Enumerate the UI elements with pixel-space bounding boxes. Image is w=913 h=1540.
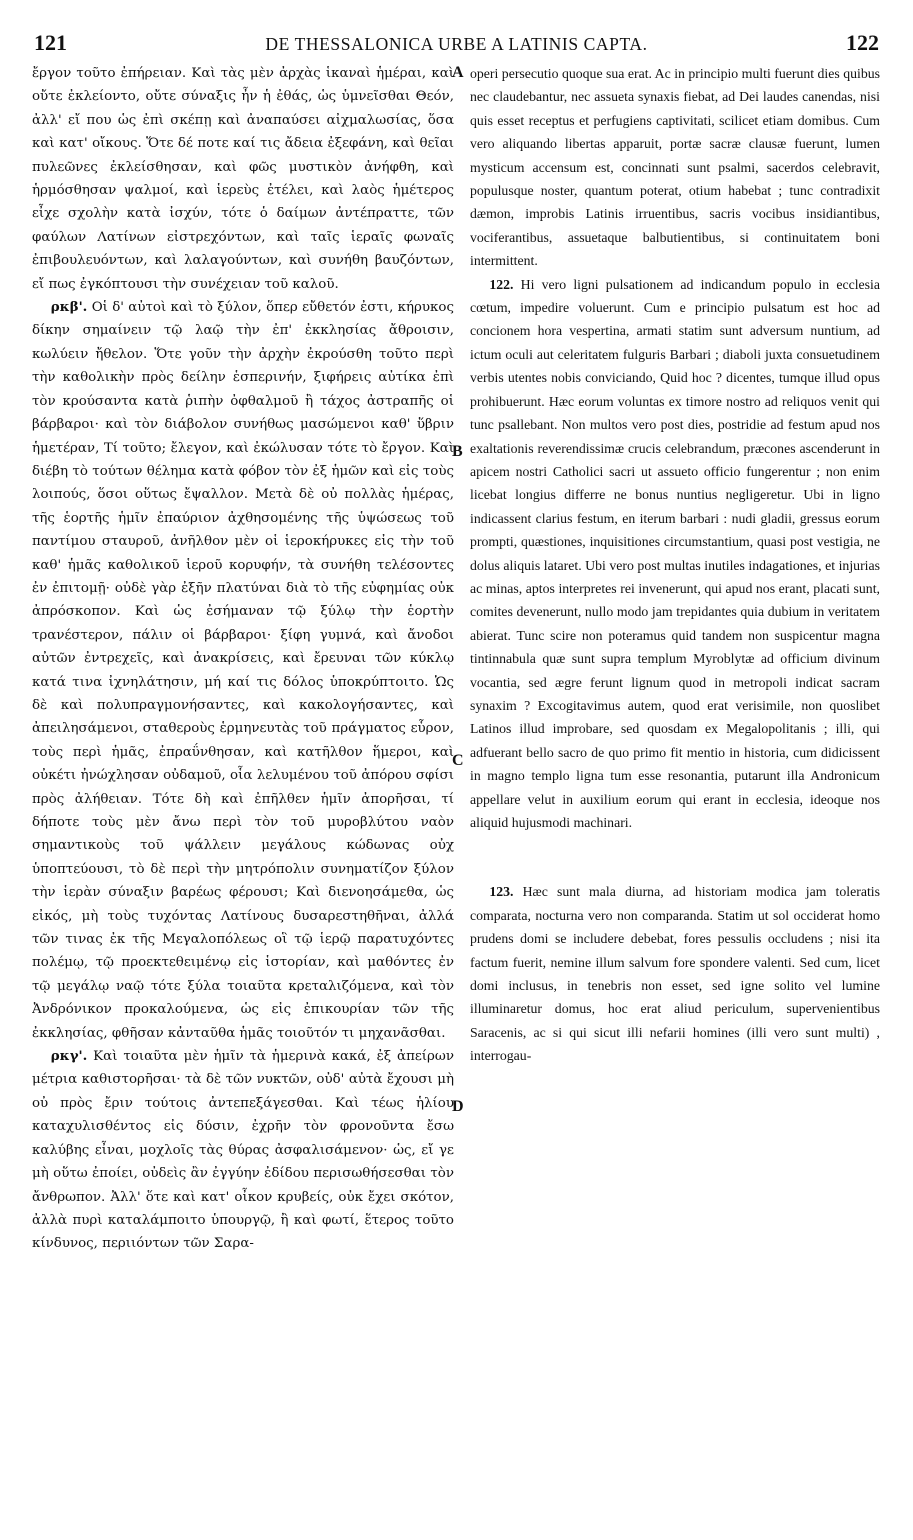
- margin-letter-b: B: [452, 443, 463, 460]
- page-number-left: 121: [34, 30, 67, 55]
- running-title: DE THESSALONICA URBE A LATINIS CAPTA.: [265, 34, 648, 54]
- margin-letter-a: A: [452, 64, 464, 81]
- greek-section-122-text: Οἱ δ' αὐτοὶ καὶ τὸ ξύλον, ὅπερ εὔθετόν ἐστι, κήρυκος δίκην σημαίνειν τῷ λαῷ τὴν ἐπ' ἐκκλησίας ἄθροισιν, κωλύειν ἤθελον. Ὅτε γοῦν τὴν ἀρχὴν ἐκρούσθη τοῦτο περὶ τὴν καθολικὴν πρὸς δείλην ἑσπερινήν, ξιφήρεις αὐτίκα ἐπὶ τὸν κρούσαντα κατὰ ῥιπὴν ὀφθαλμοῦ ἢ τάχος ἀστραπῆς οἱ βάρβαροι· καὶ τὸν διάβολον συνήθως μασώμενοι καθ' ὕβριν ἡμετέραν, Τί τοῦτο; ἔλεγον, καὶ ἐκώλυσαν τότε τὸ ἔργον. Καὶ διέβη τὸ τούτων θέλημα κατὰ φόβον τὸν ἐξ ἡμῶν καὶ εἰς τοὺς λοιπούς, ὅσοι οὕτως ἔψαλλον. Μετὰ δὲ οὐ πολλὰς ἡμέρας, τῆς ἑορτῆς ἡμῖν ἐπαύριον ἀχθησομένης τῆς ὑψώσεως τοῦ παντίμου σταυροῦ, ἀνῆλθον μὲν οἱ ἱεροκήρυκες εἰς τὴν τοῦ καθ' ἡμᾶς καθολικοῦ ἱεροῦ κορυφήν, τὰ συνήθη τελέσοντες ἐν ἐπιτομῇ· οὐδὲ γὰρ ἐξῆν πλατύναι διὰ τὸ τῆς εὐφημίας οὐκ ἀπρόσκοπον. Καὶ ὡς ἐσήμαναν τῷ ξύλῳ τὴν ἑορτὴν τρανέστερον, πάλιν οἱ βάρβαροι· ξίφη γυμνά, καὶ ἄνοδοι αὐτῶν ἐντρεχεῖς, καὶ ἀνακρίσεις, καὶ ἔρευναι τῶν κύκλῳ κατά τινα ἰχνηλάτησιν, μή καί τις δόλος ὑποκρύπτοιτο. Ὡς δὲ καὶ πολυπραγμονήσαντες, καὶ κακολογήσαντες, καὶ ἀπειλησάμενοι, σταθεροὺς ἑρμηνευτὰς τοῦ πράγματος εὗρον, τοὺς περὶ ἡμᾶς, ἐπραΰνθησαν, καὶ κατῆλθον ἥμεροι, καὶ οὐκέτι ἠνώχλησαν οὐδαμοῦ, οἷα λελυμένου τοῦ ἀπόρου σφίσι πρὸς ἀλήθειαν. Τότε δὴ καὶ ἐπῆλθεν ἡμῖν ἀπορῆσαι, τί δήποτε τοὺς μὲν ἄνω περὶ τὸν τοῦ μυροβλύτου ναὸν σημαντικοὺς τοῦ ψάλλειν μεγάλους κώδωνας οὐχ ὑποπτεύουσι, τὸ δὲ περὶ τὴν μητρόπολιν συνηματίζον ξύλον τὴν ἱερὰν σύναξιν βαρέως φέρουσι; Καὶ διενοησάμεθα, ὡς εἰκός, μὴ τοὺς τυχόντας Λατίνους δυσαρεστηθῆναι, ἀλλά τῶν τινας ἐκ τῆς Μεγαλοπόλεως οἳ τῷ ἱερῷ παρατυχόντες πολέμῳ, τῷ προεκτεθειμένῳ εἰς ἱστορίαν, καὶ μαθόντες ἐν τῷ μεγάλῳ ναῷ τότε ξύλα τοιαῦτα κρεταλιζόμενα, καὶ τὸν Ἀνδρόνικον προκαλούμενα, ὡς εἰς ἐπικουρίαν τῶν τῆς ἐκκλησίας, φθῆσαν κἀνταῦθα ἡμᾶς τοιοῦτόν τι μηχανᾶσθαι.: [32, 300, 454, 1041]
- greek-section-number-123: ρκγ'.: [50, 1048, 88, 1065]
- latin-section-number-123: 123.: [489, 884, 514, 900]
- greek-section-number-122: ρκβ'.: [50, 299, 88, 316]
- margin-letter-c: C: [452, 752, 464, 769]
- page-number-right: 122: [845, 30, 879, 55]
- page-header: [34, 30, 879, 58]
- section-gap: [470, 834, 880, 880]
- latin-section-122: [470, 273, 880, 835]
- latin-section-122-text: Hi vero ligni pulsationem ad indicandum populo in ecclesia cœtum, impedire voluerunt. Cum e principio pulsatum est hoc ad concionem hora vespertina, armati statim sunt adversum nuntium, ad ictum oculi aut celeritatem fulguris Barbari ; diaboli juxta consuetudinem verbis utentes nobis conviciando, Quid hoc ? dicentes, tumque illud opus prohibuerunt. Hæc eorum voluntas ex timore nostro ad reliquos venit qui tunc psallebant. Non multos vero post dies, postridie ad festum apud nos exaltationis reverendissimæ crucis celebrandum, præcones ascenderunt in apicem nostri Catholici sacri ut assueto officio fungerentur ; non enim licebat longius differre ne bonus nuntius negligeretur. Ubi in ligno indicassent clarius festum, en iterum barbari : nudi gladii, gressus eorum prompti, quæstiones, inquisitiones circumstantium, quasi post vestigia, ne dolus aliquis lataret. Ubi vero post multas inutiles indagationes, et injurias ac minas, aptos interpretes rei invenerunt, qui apud nos erant, placati sunt, comites devenerunt, nullo modo jam trepidantes quia dubium in veritatem abierat. Tunc scire non poteramus quid tandem non suspicentur magna tintinnabula quæ sunt supra templum Myroblytæ ad officium divinum vocantia, sed ægre ferunt lignum quod in metropoli indicat sacram synaxim ? Excogitavimus autem, quod erat verisimile, non quoslibet Latinos illud improbare, sed quosdam ex Megalopolitanis ; illi, qui adfuerant bello sacro de quo primo fit mentio in historia, cum didicissent in magno templo ligna tum esse resonantia, putarunt illa Andronicum appellare velut in auxilium eorum qui erant in ecclesia, ideoque nos aliquid hujusmodi machinari.: [470, 276, 880, 830]
- latin-section-123: [470, 880, 880, 1067]
- greek-paragraph-1: ἔργον τοῦτο ἐπήρειαν. Καὶ τὰς μὲν ἀρχὰς ἱκαναὶ ἡμέραι, καὶ οὔτε ἐκλείοντο, οὔτε σύναξις ἦν ἡ ἐθάς, ὡς ὑμνεῖσθαι Θεόν, ἀλλ' εἴ που ὡς ἐπὶ σκέπῃ καὶ ἀναπαύσει αἰχμαλωσίας, ὅσα καὶ κατ' οἴκους. Ὅτε δέ ποτε καί τις ἄδεια ἐξεφάνη, καὶ θεῖαι πυλεῶνες ἐκλείσθησαν, καὶ φῶς μυστικὸν ἀνήφθη, καὶ ἡρμόσθησαν ψαλμοί, καὶ ἱερεὺς ἐτέλει, καὶ λαὸς ἡμέτερος εἶχε σχολὴν κατὰ ἰσχύν, τότε ὁ δαίμων ἀντέπραττε, τῶν φαύλων Λατίνων εἰστρεχόντων, καὶ ταῖς ἱεραῖς φωναῖς ἐπιβουλευόντων, καὶ λαλαγούντων, καὶ συνήθη βαυζόντων, εἴ πως ἐγκόπτουσι τὴν συνέχειαν τοῦ καλοῦ.: [32, 66, 454, 292]
- latin-column: [470, 62, 880, 1540]
- margin-letter-d: D: [452, 1098, 464, 1115]
- latin-section-number-122: 122.: [489, 276, 514, 292]
- greek-column: [32, 62, 454, 1540]
- greek-section-123: [32, 1045, 454, 1256]
- greek-section-122: [32, 296, 454, 1045]
- latin-section-123-text: Hæc sunt mala diurna, ad historiam modica jam toleratis comparata, nocturna vero non comparanda. Statim ut sol occiderat homo prudens domi se includere debebat, fores pessulis occludens ; nisi ita factum fuerit, nemine illum salvum fore spondere valenti. Sed cum, licet domi inclusus, in tenebris non esset, sed igne solito vel lumine illuminaretur domus, hoc erat aliud periculum, supervenientibus Saracenis, ac si qui sicut illi nefarii homines (illi vero sunt multi) , interrogau-: [470, 884, 880, 1064]
- greek-section-123-text: Καὶ τοιαῦτα μὲν ἡμῖν τὰ ἡμερινὰ κακά, ἐξ ἀπείρων μέτρια καθιστορῆσαι· τὰ δὲ τῶν νυκτῶν, οὐδ' αὐτὰ ἔχουσι μὴ οὐ πρὸς ἔριν τούτοις ἀντεπεξάγεσθαι. Καὶ τέως ἡλίου καταχυλισθέντος εἰς δύσιν, ἐχρῆν τὸν φρονοῦντα ἔσω καλύβης εἶναι, μοχλοῖς τὰς θύρας ἀσφαλισάμενον· ὡς, εἴ γε μὴ οὕτω ἐποίει, οὐδεὶς ἂν ἐγγύην ἐδίδου περισωθήσεσθαι τὸν ἄνθρωπον. Ἀλλ' ὅτε καὶ κατ' οἶκον κρυβείς, οὐκ ἔχει σκότον, ἀλλὰ πυρὶ καταλάμποιτο ὑπουργῷ, ἢ καὶ φωτί, ἕτερος τοῦτο κίνδυνος, περιιόντων τῶν Σαρα-: [32, 1049, 454, 1252]
- latin-paragraph-1: operi persecutio quoque sua erat. Ac in principio multi fuerunt dies quibus nec claudebantur, nec assueta synaxis fiebat, ad Dei laudes canendas, nisi quis esset receptus et perfugiens captivitati, scilicet etiam domibus. Cum vero aliquando libertas apparuit, portæ sacræ clausæ fuerunt, lumen mysticum accensum est, concinnati sunt psalmi, sacerdos celebravit, populusque noster, quantum poterat, otium habebat ; tunc contradixit dæmon, improbis Latinis irruentibus, sacris vocibus insidiantibus, vociferantibus, assuetaque balbutientibus, si continuitatem boni intermittent.: [470, 66, 880, 269]
